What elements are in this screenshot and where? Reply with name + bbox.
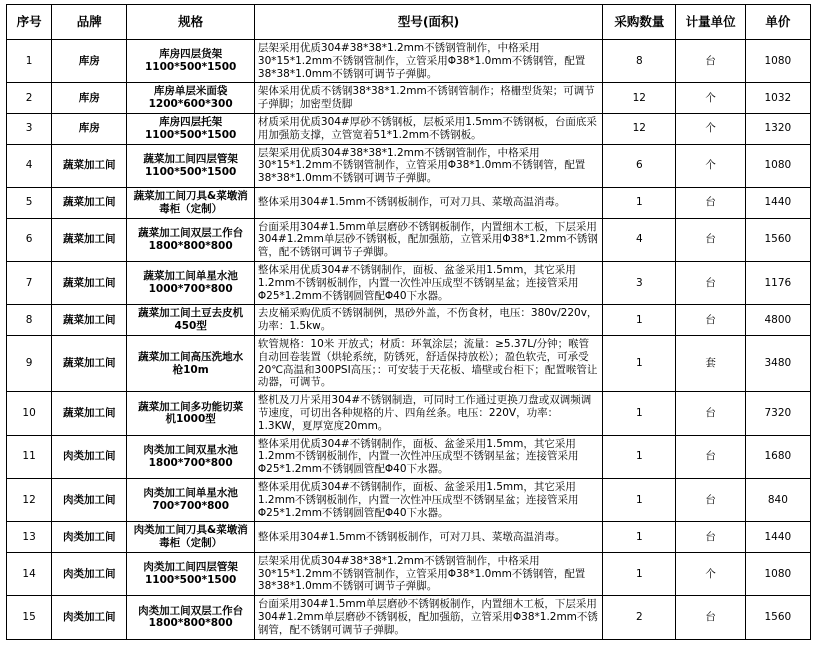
- cell-spec-line: 库房四层托架: [159, 115, 223, 128]
- cell-spec: [127, 305, 254, 336]
- table-row: [7, 522, 811, 553]
- cell-index: 11: [7, 435, 52, 478]
- cell-model: 去皮桶采购优质不锈钢制例，黑砂外盖，不伤食材，电压：380v/220v，功率：1.5kw。: [254, 305, 602, 336]
- cell-brand: 库房: [52, 40, 127, 83]
- cell-price: 4800: [745, 305, 810, 336]
- cell-quantity: 4: [603, 218, 676, 261]
- cell-spec: [127, 113, 254, 144]
- cell-spec-line: 肉类加工间双层工作台: [138, 604, 244, 617]
- cell-spec: [127, 218, 254, 261]
- table-header: [7, 5, 811, 40]
- cell-spec-line: 1800*700*800: [148, 456, 233, 469]
- cell-index: 1: [7, 40, 52, 83]
- cell-unit: 个: [676, 144, 745, 187]
- cell-spec: [127, 335, 254, 391]
- cell-spec: [127, 83, 254, 114]
- cell-price: 1080: [745, 144, 810, 187]
- cell-model: 层架采用优质304#38*38*1.2mm不锈钢管制作，中格采用30*15*1.2mm不锈钢管制作，立管采用Φ38*1.0mm不锈钢管，配置38*38*1.0mm不锈钢可调节子弹脚。: [254, 144, 602, 187]
- cell-price: 1080: [745, 40, 810, 83]
- cell-spec: [127, 261, 254, 304]
- cell-spec: [127, 522, 254, 553]
- cell-unit: 台: [676, 435, 745, 478]
- column-header-price: 单价: [745, 5, 810, 40]
- cell-quantity: 1: [603, 305, 676, 336]
- cell-spec-line: 肉类加工间双星水池: [143, 443, 238, 456]
- cell-model: 整体采用优质304#不锈钢制作，面板、盆釜采用1.5mm，其它采用1.2mm不锈钢板制作，内置一次性冲压成型不锈钢星盆；连接管采用Φ25*1.2mm不锈钢圆管配Φ40下水器。: [254, 478, 602, 521]
- cell-unit: 套: [676, 335, 745, 391]
- cell-unit: 台: [676, 187, 745, 218]
- cell-unit: 台: [676, 40, 745, 83]
- cell-model: 整体采用优质304#不锈钢制作，面板、盆釜采用1.5mm，其它采用1.2mm不锈钢板制作，内置一次性冲压成型不锈钢星盆；连接管采用Φ25*1.2mm不锈钢圆管配Φ40下水器。: [254, 261, 602, 304]
- cell-model: 架体采用优质不锈钢38*38*1.2mm不锈钢管制作；格栅型货架；可调节子弹脚；加密型货脚: [254, 83, 602, 114]
- cell-price: 1440: [745, 522, 810, 553]
- cell-model: 整体采用优质304#不锈钢制作，面板、盆釜采用1.5mm，其它采用1.2mm不锈钢板制作，内置一次性冲压成型不锈钢星盆；连接管采用Φ25*1.2mm不锈钢圆管配Φ40下水器。: [254, 435, 602, 478]
- cell-index: 10: [7, 392, 52, 435]
- cell-quantity: 3: [603, 261, 676, 304]
- table-body: [7, 40, 811, 640]
- cell-unit: 台: [676, 305, 745, 336]
- cell-spec-line: 1100*500*1500: [144, 574, 237, 587]
- cell-quantity: 8: [603, 40, 676, 83]
- column-header-model: 型号(面积): [254, 5, 602, 40]
- cell-spec-line: 肉类加工间刀具&菜墩消: [133, 524, 248, 537]
- cell-model: 整机及刀片采用304#不锈钢制造，可同时工作通过更换刀盘或双调频调节速度，可切出各种规格的片、四角丝条。电压：220V，功率：1.3KW，夏厚宽度20mm。: [254, 392, 602, 435]
- column-header-unit: 计量单位: [676, 5, 745, 40]
- cell-unit: 个: [676, 83, 745, 114]
- cell-brand: 肉类加工间: [52, 522, 127, 553]
- cell-spec-line: 枪10m: [172, 363, 209, 376]
- cell-spec: [127, 40, 254, 83]
- cell-index: 4: [7, 144, 52, 187]
- cell-price: 1080: [745, 552, 810, 595]
- cell-unit: 台: [676, 218, 745, 261]
- cell-brand: 蔬菜加工间: [52, 187, 127, 218]
- table-row: [7, 335, 811, 391]
- cell-spec-line: 700*700*800: [152, 500, 230, 513]
- cell-spec-line: 1100*500*1500: [144, 128, 237, 141]
- cell-brand: 蔬菜加工间: [52, 392, 127, 435]
- cell-model: 台面采用304#1.5mm单层磨砂不锈钢板制作，内置细木工板，下层采用304#1.2mm单层砂不锈钢板，配加强筋，立管采用Φ38*1.2mm不锈钢管，配不锈钢可调节子弹脚。: [254, 218, 602, 261]
- cell-brand: 肉类加工间: [52, 552, 127, 595]
- column-header-brand: 品牌: [52, 5, 127, 40]
- cell-price: 1176: [745, 261, 810, 304]
- cell-model: 整体采用304#1.5mm不锈钢板制作，可对刀具、菜墩高温消毒。: [254, 187, 602, 218]
- cell-index: 14: [7, 552, 52, 595]
- cell-index: 6: [7, 218, 52, 261]
- cell-index: 3: [7, 113, 52, 144]
- cell-quantity: 2: [603, 596, 676, 639]
- cell-quantity: 1: [603, 552, 676, 595]
- cell-brand: 蔬菜加工间: [52, 261, 127, 304]
- cell-spec-line: 1200*600*300: [148, 98, 233, 111]
- cell-index: 15: [7, 596, 52, 639]
- cell-brand: 肉类加工间: [52, 478, 127, 521]
- table-row: [7, 113, 811, 144]
- table-row: [7, 596, 811, 639]
- table-row: [7, 435, 811, 478]
- table-row: [7, 40, 811, 83]
- cell-spec-line: 1000*700*800: [148, 283, 233, 296]
- cell-spec-line: 肉类加工间四层管架: [143, 561, 238, 574]
- cell-model: 层架采用优质304#38*38*1.2mm不锈钢管制作，中格采用30*15*1.2mm不锈钢管制作，立管采用Φ38*1.0mm不锈钢管，配置38*38*1.0mm不锈钢可调节子弹脚。: [254, 40, 602, 83]
- cell-quantity: 1: [603, 187, 676, 218]
- cell-model: 台面采用304#1.5mm单层磨砂不锈钢板制作，内置细木工板，下层采用304#1.2mm单层磨砂不锈钢板，配加强筋，立管采用Φ38*1.2mm不锈钢管，配不锈钢可调节子弹脚。: [254, 596, 602, 639]
- column-header-index: 序号: [7, 5, 52, 40]
- cell-quantity: 1: [603, 478, 676, 521]
- cell-brand: 肉类加工间: [52, 435, 127, 478]
- cell-price: 1320: [745, 113, 810, 144]
- cell-spec-line: 蔬菜加工间多功能切菜: [138, 400, 244, 413]
- table-row: [7, 83, 811, 114]
- cell-model: 层架采用优质304#38*38*1.2mm不锈钢管制作，中格采用30*15*1.2mm不锈钢管制作，立管采用Φ38*1.0mm不锈钢管，配置38*38*1.0mm不锈钢可调节子弹脚。: [254, 552, 602, 595]
- cell-spec-line: 蔬菜加工间刀具&菜墩消: [133, 189, 248, 202]
- column-header-quantity: 采购数量: [603, 5, 676, 40]
- cell-unit: 个: [676, 113, 745, 144]
- cell-index: 7: [7, 261, 52, 304]
- cell-spec-line: 蔬菜加工间高压洗地水: [138, 350, 244, 363]
- cell-index: 12: [7, 478, 52, 521]
- cell-model: 软管规格：10米 开放式；材质：环氧涂层；流量：≥5.37L/分钟；喉管自动回卷装置（烘轮系统，防锈死，舒适保持放松）；盈色软壳，可承受20℃高温和300PSI高压；：可安装于天花板、墙壁或台柜下；配置喉管让动器，可调节。: [254, 335, 602, 391]
- cell-spec-line: 蔬菜加工间双层工作台: [138, 226, 244, 239]
- table-row: [7, 478, 811, 521]
- cell-spec: [127, 187, 254, 218]
- cell-brand: 库房: [52, 83, 127, 114]
- cell-unit: 台: [676, 522, 745, 553]
- table-row: [7, 144, 811, 187]
- cell-spec: [127, 552, 254, 595]
- table-row: [7, 305, 811, 336]
- cell-spec-line: 库房单层米面袋: [153, 85, 228, 98]
- cell-unit: 个: [676, 552, 745, 595]
- cell-spec-line: 蔬菜加工间单星水池: [143, 270, 238, 283]
- cell-quantity: 1: [603, 435, 676, 478]
- cell-spec-line: 1800*800*800: [148, 617, 233, 630]
- cell-spec-line: 毒柜（定制）: [159, 537, 223, 550]
- column-header-spec: 规格: [127, 5, 254, 40]
- cell-spec-line: 肉类加工间单星水池: [143, 487, 238, 500]
- cell-brand: 蔬菜加工间: [52, 218, 127, 261]
- cell-spec-line: 毒柜（定制）: [159, 202, 223, 215]
- cell-spec-line: 1800*800*800: [148, 239, 233, 252]
- cell-spec-line: 450型: [174, 320, 207, 333]
- cell-quantity: 6: [603, 144, 676, 187]
- cell-quantity: 1: [603, 335, 676, 391]
- procurement-table: [6, 4, 811, 640]
- table-row: [7, 187, 811, 218]
- cell-index: 8: [7, 305, 52, 336]
- cell-brand: 蔬菜加工间: [52, 305, 127, 336]
- cell-price: 840: [745, 478, 810, 521]
- cell-spec: [127, 596, 254, 639]
- cell-unit: 台: [676, 596, 745, 639]
- cell-unit: 台: [676, 478, 745, 521]
- cell-model: 材质采用优质304#厚砂不锈钢板，层板采用1.5mm不锈钢板，台面底采用加强筋支撑，立管宽着51*1.2mm不锈钢板。: [254, 113, 602, 144]
- table-row: [7, 552, 811, 595]
- cell-spec: [127, 435, 254, 478]
- cell-index: 2: [7, 83, 52, 114]
- table-row: [7, 392, 811, 435]
- cell-price: 1032: [745, 83, 810, 114]
- cell-price: 1560: [745, 218, 810, 261]
- cell-brand: 蔬菜加工间: [52, 144, 127, 187]
- cell-price: 1680: [745, 435, 810, 478]
- cell-quantity: 1: [603, 522, 676, 553]
- cell-brand: 蔬菜加工间: [52, 335, 127, 391]
- cell-index: 5: [7, 187, 52, 218]
- table-row: [7, 261, 811, 304]
- cell-spec-line: 1100*500*1500: [144, 61, 237, 74]
- cell-spec-line: 库房四层货架: [159, 48, 223, 61]
- cell-unit: 台: [676, 261, 745, 304]
- cell-spec-line: 1100*500*1500: [144, 165, 237, 178]
- cell-spec-line: 蔬菜加工间四层管架: [143, 152, 238, 165]
- cell-quantity: 1: [603, 392, 676, 435]
- cell-quantity: 12: [603, 83, 676, 114]
- cell-quantity: 12: [603, 113, 676, 144]
- table-header-row: [7, 5, 811, 40]
- cell-brand: 库房: [52, 113, 127, 144]
- cell-unit: 台: [676, 392, 745, 435]
- cell-price: 1560: [745, 596, 810, 639]
- cell-brand: 肉类加工间: [52, 596, 127, 639]
- cell-index: 13: [7, 522, 52, 553]
- table-row: [7, 218, 811, 261]
- cell-price: 3480: [745, 335, 810, 391]
- cell-spec: [127, 144, 254, 187]
- cell-model: 整体采用304#1.5mm不锈钢板制作，可对刀具、菜墩高温消毒。: [254, 522, 602, 553]
- cell-index: 9: [7, 335, 52, 391]
- cell-spec: [127, 478, 254, 521]
- cell-spec: [127, 392, 254, 435]
- cell-spec-line: 机1000型: [165, 413, 216, 426]
- cell-price: 1440: [745, 187, 810, 218]
- cell-price: 7320: [745, 392, 810, 435]
- cell-spec-line: 蔬菜加工间土豆去皮机: [138, 307, 244, 320]
